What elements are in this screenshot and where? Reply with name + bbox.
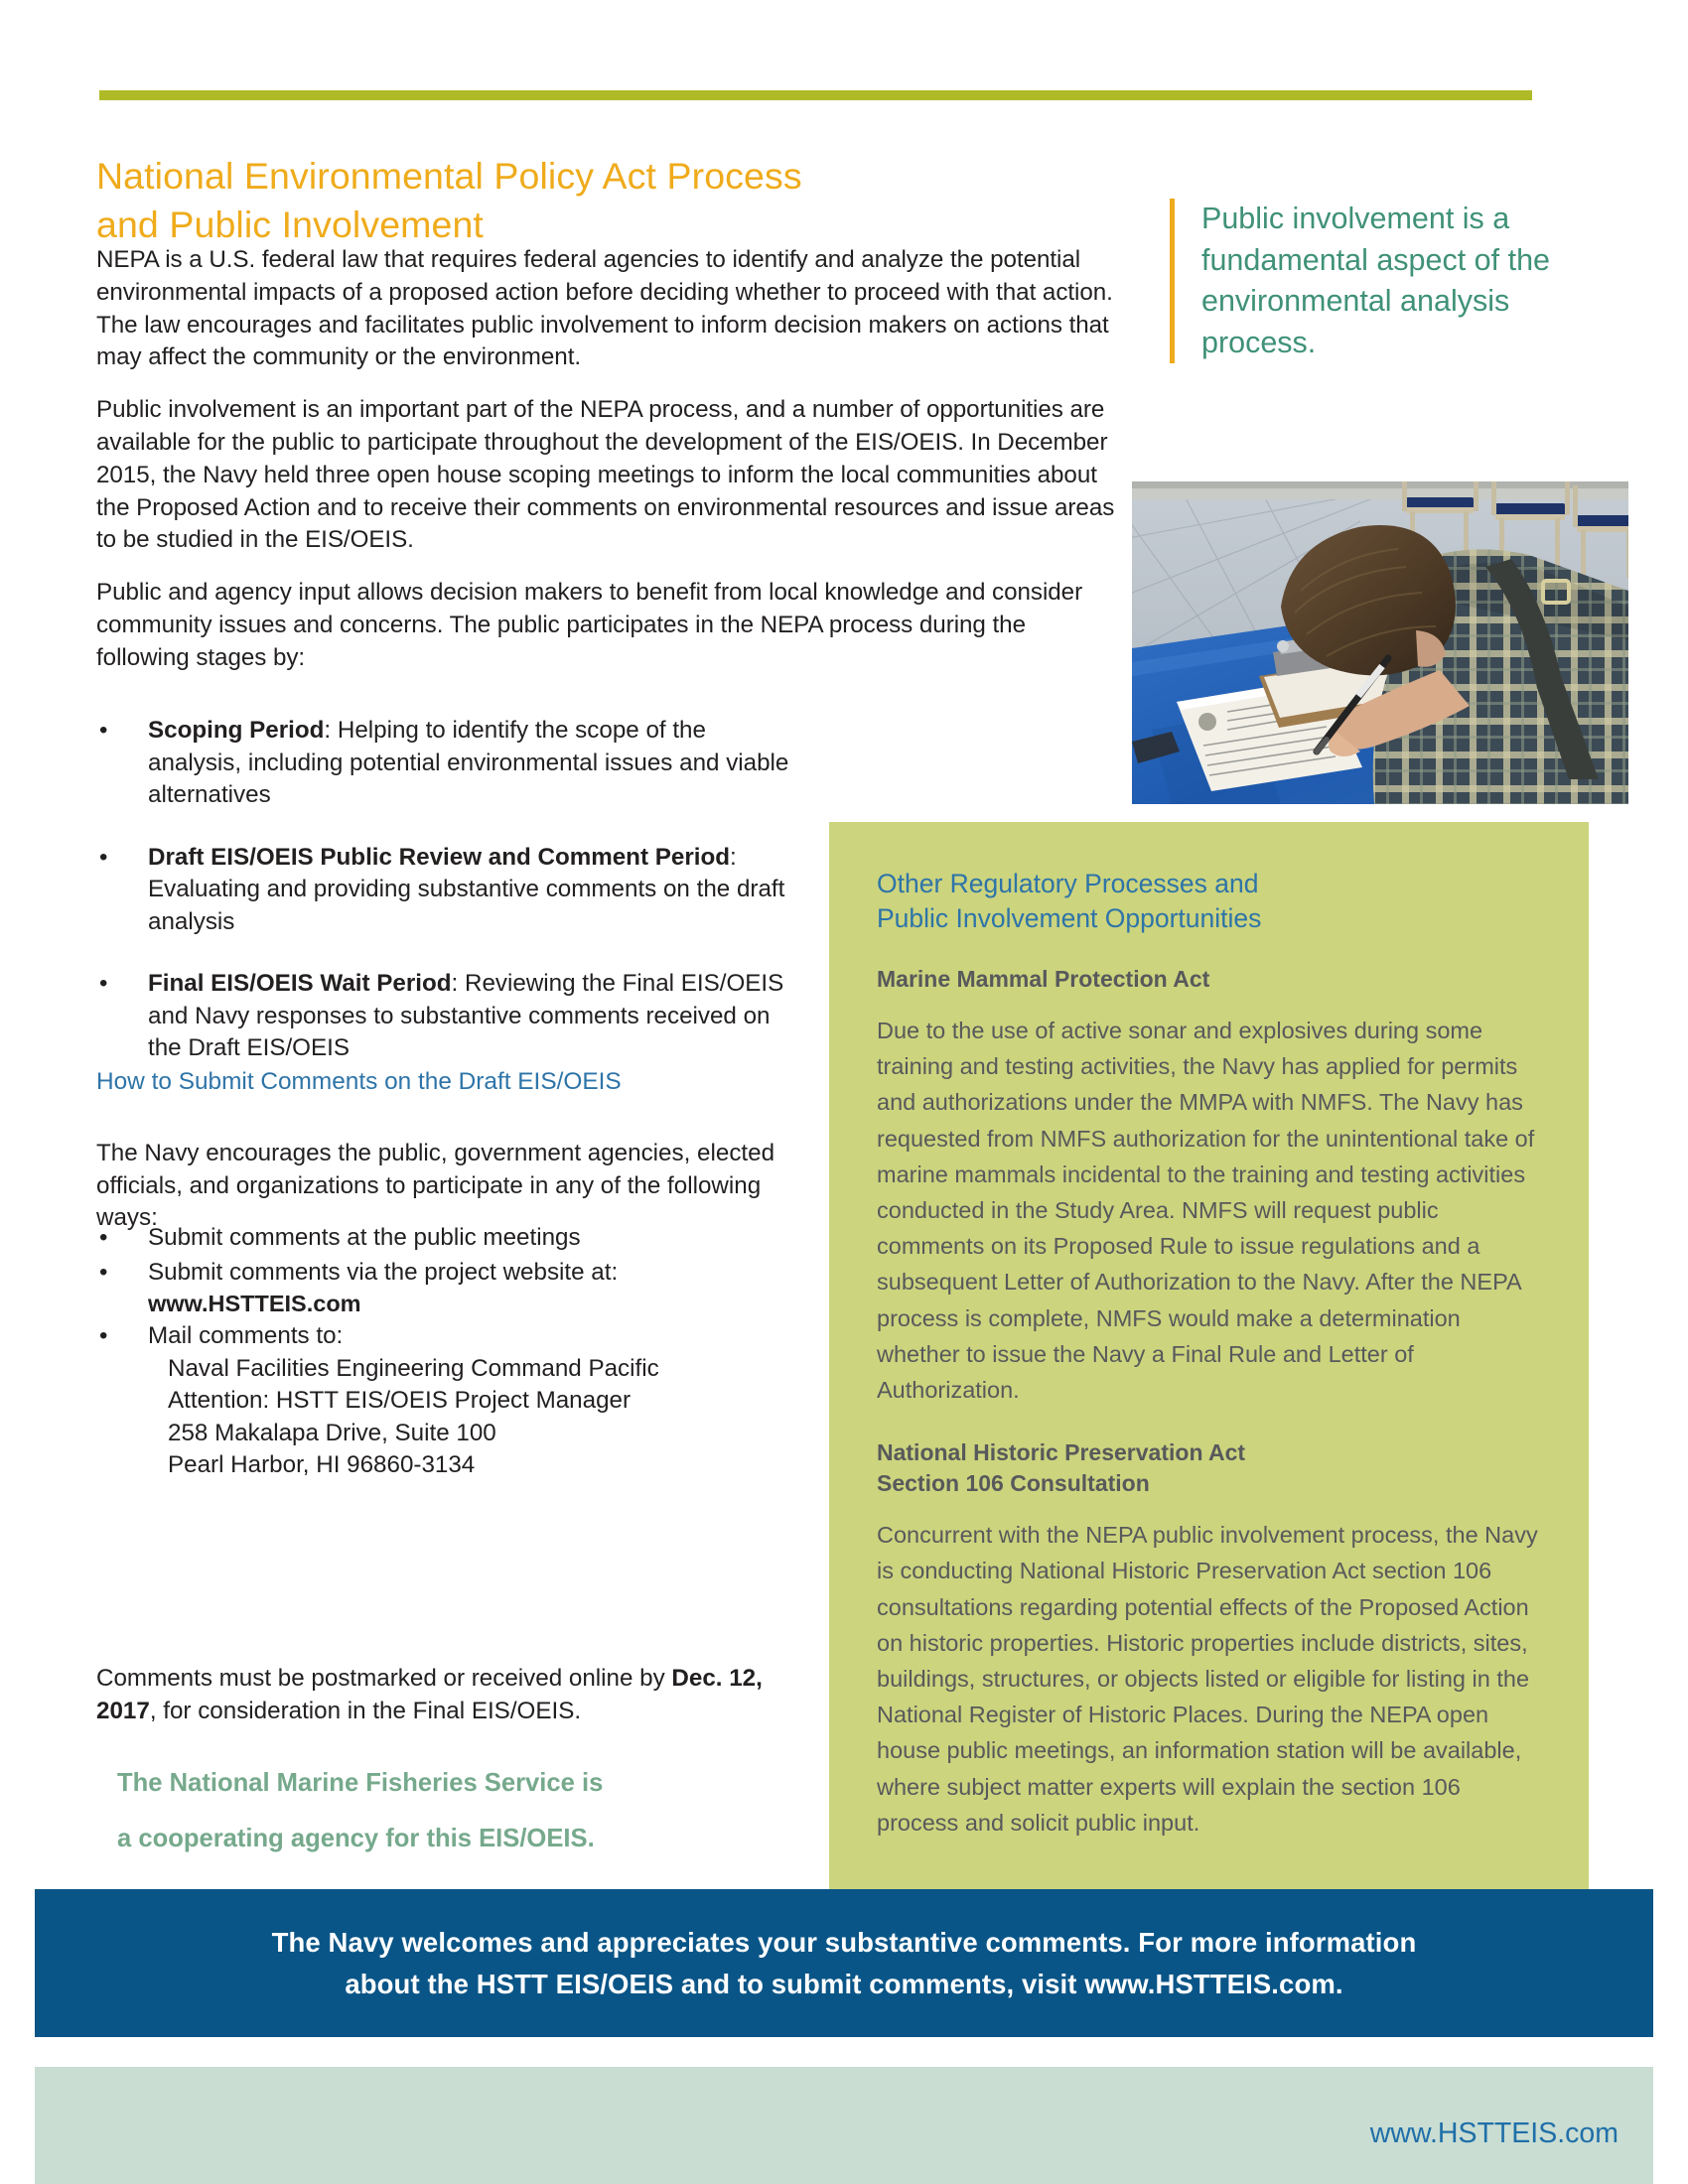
top-accent-rule	[99, 90, 1532, 100]
page-title-line-2: and Public Involvement	[96, 204, 484, 246]
option-text: Submit comments at the public meetings	[148, 1224, 581, 1251]
list-item-scoping-period	[96, 715, 791, 812]
sidebar-heading-nhpa	[877, 1437, 1542, 1499]
stage-term: Scoping Period	[148, 717, 325, 744]
sidebar-title-line-2: Public Involvement Opportunities	[877, 903, 1262, 933]
paragraph-public-agency-input: Public and agency input allows decision makers to benefit from local knowledge and consider community issues and concerns. The public participates in the NEPA process during the following stages by:	[96, 579, 1083, 671]
sidebar-body-nhpa: Concurrent with the NEPA public involvement process, the Navy is conducting National Historic Preservation Act section 106 consultations regarding potential effects of the Proposed Action on historic properties. Historic properties include districts, sites, buildings, structures, or objects listed or eligible for listing in the National Register of Historic Places. During the NEPA open house public meetings, an information station will be available, where subject matter experts will explain the section 106 process and solicit public input.	[877, 1522, 1538, 1836]
stage-term: Final EIS/OEIS Wait Period	[148, 970, 452, 997]
address-line-attention: Attention: HSTT EIS/OEIS Project Manager	[168, 1387, 632, 1414]
banner-website-link[interactable]: www.HSTTEIS.com.	[1084, 1968, 1343, 1999]
nmfs-callout-line-1: The National Marine Fisheries Service is	[117, 1769, 604, 1797]
option-text: Submit comments via the project website at:	[148, 1258, 619, 1286]
paragraph-nepa-definition: NEPA is a U.S. federal law that requires federal agencies to identify and analyze the potential environmental impacts of a proposed action before deciding whether to proceed with that action. The law encourages and facilitates public involvement to inform decision makers on actions that may affect the community or the environment.	[96, 246, 1113, 371]
sidebar-title-line-1: Other Regulatory Processes and	[877, 869, 1259, 898]
public-meeting-photo	[1132, 481, 1628, 804]
stage-desc: : Reviewing the Final EIS/OEIS and Navy responses to substantive comments received on the Draft EIS/OEIS	[148, 970, 784, 1061]
option-text: Mail comments to:	[148, 1322, 344, 1349]
bullet-icon: •	[99, 1258, 108, 1286]
stage-term: Draft EIS/OEIS Public Review and Comment Period	[148, 843, 731, 871]
bullet-icon: •	[99, 717, 108, 744]
banner-line-2-prefix: about the HSTT EIS/OEIS and to submit comments, visit	[345, 1968, 1085, 1999]
deadline-date: Dec. 12, 2017	[96, 1665, 763, 1724]
submit-options-list	[96, 1222, 811, 1484]
bullet-icon: •	[99, 843, 108, 871]
banner-line-1: The Navy welcomes and appreciates your substantive comments. For more information	[271, 1926, 1417, 1958]
intro-paragraphs	[96, 244, 1119, 675]
comment-deadline	[96, 1663, 811, 1727]
bullet-icon: •	[99, 970, 108, 997]
list-item-final-wait-period	[96, 968, 791, 1065]
navy-comments-banner	[35, 1889, 1653, 2037]
project-website-link[interactable]: www.HSTTEIS.com	[148, 1291, 361, 1316]
list-item-draft-review-period	[96, 842, 791, 939]
nepa-stages-list	[96, 715, 791, 1065]
list-item-submit-via-website	[96, 1257, 811, 1319]
how-to-submit-heading: How to Submit Comments on the Draft EIS/OEIS	[96, 1068, 622, 1095]
list-item-submit-at-meetings	[96, 1222, 811, 1255]
submit-intro-paragraph: The Navy encourages the public, government agencies, elected officials, and organizations to participate in any of the following ways:	[96, 1140, 775, 1232]
sidebar-heading-mmpa-line-1: Marine Mammal Protection Act	[877, 966, 1210, 992]
other-regulatory-processes-sidebar	[829, 822, 1589, 1891]
sidebar-heading-nhpa-line-2: Section 106 Consultation	[877, 1470, 1150, 1497]
paragraph-public-involvement: Public involvement is an important part of the NEPA process, and a number of opportunities are available for the public to participate throughout the development of the EIS/OEIS. In December 2015, the Navy held three open house scoping meetings to inform the local communities about the Proposed Action and to receive their comments on environmental resources and issue areas to be studied in the EIS/OEIS.	[96, 396, 1115, 554]
page-title	[96, 152, 990, 249]
sidebar-body-mmpa: Due to the use of active sonar and explosives during some training and testing activities, the Navy has applied for permits and authorizations under the MMPA with NMFS. The Navy has requested from NMFS authorization for the unintentional take of marine mammals incidental to the training and testing activities conducted in the Study Area. NMFS will request public comments on its Proposed Rule to issue regulations and a subsequent Letter of Authorization to the Navy. After the NEPA process is complete, NMFS would make a determination whether to issue the Navy a Final Rule and Letter of Authorization.	[877, 1018, 1535, 1404]
footer-bar	[35, 2067, 1653, 2184]
stage-desc: : Helping to identify the scope of the analysis, including potential environmental issues and viable alternatives	[148, 717, 789, 808]
nmfs-cooperating-agency-callout	[117, 1755, 812, 1866]
page-title-line-1: National Environmental Policy Act Process	[96, 155, 802, 198]
address-line-street: 258 Makalapa Drive, Suite 100	[168, 1419, 496, 1446]
bullet-icon: •	[99, 1224, 108, 1251]
deadline-suffix: , for consideration in the Final EIS/OEIS.	[149, 1697, 582, 1724]
address-line-organization: Naval Facilities Engineering Command Pacific	[168, 1354, 659, 1382]
banner-line-2	[345, 1964, 1342, 2005]
stage-desc: : Evaluating and providing substantive comments on the draft analysis	[148, 843, 785, 935]
bullet-icon: •	[99, 1322, 108, 1349]
pullquote: Public involvement is a fundamental aspect of the environmental analysis process.	[1170, 199, 1618, 363]
sidebar-heading-nhpa-line-1: National Historic Preservation Act	[877, 1439, 1246, 1466]
sidebar-heading-mmpa	[877, 964, 1542, 995]
address-line-city-state-zip: Pearl Harbor, HI 96860-3134	[168, 1451, 476, 1478]
footer-website-link[interactable]: www.HSTTEIS.com	[1369, 2117, 1618, 2149]
deadline-prefix: Comments must be postmarked or received online by	[96, 1665, 672, 1693]
list-item-mail-comments	[96, 1320, 811, 1482]
sidebar-title	[877, 867, 1542, 936]
nmfs-callout-line-2: a cooperating agency for this EIS/OEIS.	[117, 1825, 595, 1852]
